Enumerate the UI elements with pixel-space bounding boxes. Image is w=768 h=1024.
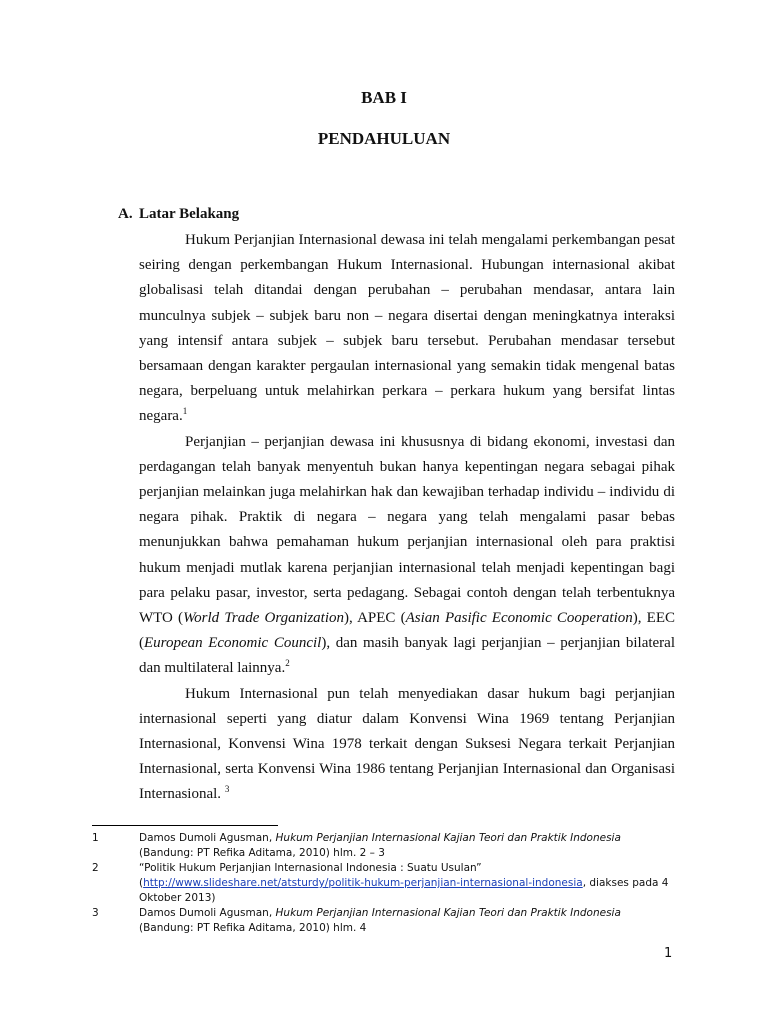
paragraph-2-text-b: ), APEC ( [344,610,406,627]
footnote-title: Hukum Perjanjian Internasional Kajian Teori dan Praktik Indonesia [275,832,621,844]
footnotes [92,831,682,936]
paragraph-1-text: Hukum Perjanjian Internasional dewasa ini telah mengalami perkembangan pesat seiring dengan perkembangan Hukum Internasional. Hubungan internasional akibat globalisasi telah ditandai dengan perubahan – perubahan mendasar, antara lain munculnya subjek – subjek baru non – negara disertai dengan meningkatnya interaksi yang intensif antara subjek – subjek baru tersebut. Perubahan mendasar tersebut bersamaan dengan karakter pergaulan internasional yang semakin tidak mengenal batas negara, berpeluang untuk melahirkan perkara – perkara hukum yang bersifat lintas negara. [139,232,675,425]
section-heading [118,206,239,223]
footnote-number: 2 [92,862,99,874]
footnote-publisher: (Bandung: PT Refika Aditama, 2010) hlm. 4 [139,922,367,934]
apec-term: Asian Pasific Economic Cooperation [405,610,633,627]
paragraph-3 [139,682,675,808]
footnote-author: Damos Dumoli Agusman, [139,832,276,844]
footnote-body [139,861,682,906]
paragraph-3-text: Hukum Internasional pun telah menyediakan dasar hukum bagi perjanjian internasional seperti yang diatur dalam Konvensi Wina 1969 tentang Perjanjian Internasional, Konvensi Wina 1978 terkait dengan Suksesi Negara terkait Perjanjian Internasional, serta Konvensi Wina 1986 tentang Perjanjian Internasional dan Organisasi Internasional. [139,685,675,803]
paragraph-1 [139,228,675,430]
footnote-number: 3 [92,907,99,919]
footnote-ref-2: 2 [285,658,290,669]
page-number: 1 [664,946,673,961]
chapter-title: PENDAHULUAN [317,129,451,148]
paragraph-2 [139,430,675,682]
wto-term: World Trade Organization [183,610,344,627]
footnote-1 [92,831,682,861]
footnote-title: “Politik Hukum Perjanjian Internasional Indonesia : Suatu Usulan” [139,862,482,874]
paragraph-2-text-d: ), dan masih banyak lagi perjanjian – perjanjian bilateral dan multilateral lainnya. [139,635,676,677]
footnote-body [139,906,682,936]
footnote-2 [92,861,682,906]
chapter-number: BAB I [361,88,407,107]
footnote-open-paren: ( [139,877,144,889]
footnote-separator [92,825,278,826]
footnote-body [139,831,682,861]
footnote-access-date: , diakses pada 4 Oktober 2013) [139,877,669,904]
section-title: Latar Belakang [139,206,240,222]
paragraph-2-text-c: ), EEC ( [139,610,676,652]
section-number: A. [118,206,133,222]
footnote-3 [92,906,682,936]
footnote-author: Damos Dumoli Agusman, [139,907,276,919]
paragraph-2-text-a: Perjanjian – perjanjian dewasa ini khususnya di bidang ekonomi, investasi dan perdagangan telah banyak menyentuh bukan hanya kepentingan negara sebagai pihak perjanjian melainkan juga melahirkan hak dan kewajiban terhadap individu – individu di negara pihak. Praktik di negara – negara yang telah mengalami pasar bebas menunjukkan bahwa pemahaman hukum perjanjian internasional oleh para praktisi hukum menjadi mutlak karena perjanjian internasional telah menjadi kepentingan bagi para pelaku pasar, investor, serta pedagang. Sebagai contoh dengan telah terbentuknya WTO ( [139,433,675,627]
eec-term: European Economic Council [144,635,322,652]
footnote-number: 1 [92,832,99,844]
footnote-ref-3: 3 [224,784,230,795]
footnote-publisher: (Bandung: PT Refika Aditama, 2010) hlm. 2 – 3 [139,847,385,859]
body-text [139,228,675,808]
footnote-ref-1: 1 [182,406,188,417]
slideshare-link[interactable]: http://www.slideshare.net/atsturdy/politik-hukum-perjanjian-internasional-indonesia [143,877,583,889]
footnote-title: Hukum Perjanjian Internasional Kajian Teori dan Praktik Indonesia [275,907,621,919]
